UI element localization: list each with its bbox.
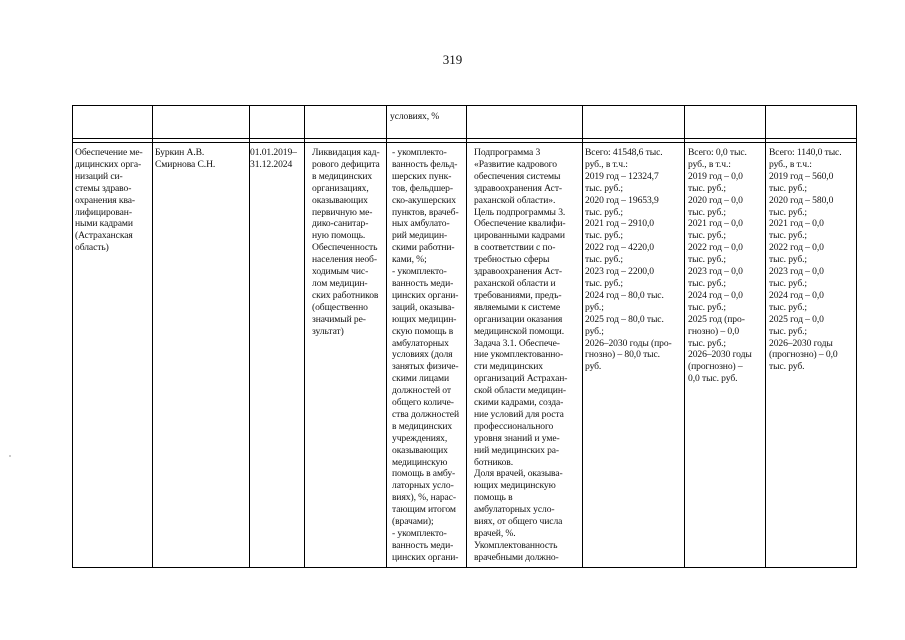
column-divider [684, 105, 685, 568]
column-divider [304, 105, 305, 568]
cell-activity-name: Обеспечение ме- дицинских орга- низаций си- стемы здраво- охранения ква- лифицирован- ными кадрами (Астраханская область) [75, 147, 143, 254]
table-top-border [72, 105, 857, 106]
column-divider [582, 105, 583, 568]
column-divider [72, 105, 73, 568]
cell-funding-federal: Всего: 0,0 тыс. руб., в т.ч.: 2019 год – 0,0 тыс. руб.; 2020 год – 0,0 тыс. руб.; 2021 год – 0,0 тыс. руб.; 2022 год – 0,0 тыс. руб.; 2023 год – 0,0 тыс. руб.; 2024 год – 0,0 тыс. руб.; 2025 год (про- гнозно) – 0,0 тыс. руб.; 2026–2030 годы (прогнозно) – 0,0 тыс. руб. [688, 147, 752, 385]
row-divider-second [72, 142, 857, 143]
column-divider [249, 105, 250, 568]
program-table [72, 105, 857, 568]
scan-speck [9, 455, 11, 457]
column-divider [765, 105, 766, 568]
page-number: 319 [442, 52, 463, 67]
column-divider [856, 105, 857, 568]
continued-indicator-cell: условиях, % [390, 111, 440, 122]
cell-funding-other: Всего: 1140,0 тыс. руб., в т.ч.: 2019 год – 560,0 тыс. руб.; 2020 год – 580,0 тыс. руб.; 2021 год – 0,0 тыс. руб.; 2022 год – 0,0 тыс. руб.; 2023 год – 0,0 тыс. руб.; 2024 год – 0,0 тыс. руб.; 2025 год – 0,0 тыс. руб.; 2026–2030 годы (прогнозно) – 0,0 тыс. руб. [769, 147, 842, 373]
column-divider [386, 105, 387, 568]
column-divider [466, 105, 467, 568]
table-bottom-border [72, 567, 857, 568]
cell-indicators: - укомплекто- ванность фельд- шерских пунк- тов, фельдшер- ско-акушерских пунктов, врачеб- ных амбулато- рий медицин- скими работни- ками, %; - укомплекто- ванность меди- цинских органи- заций, оказыва- ющих медицин- скую помощь в амбулаторных условиях (доля занятых физиче- скими лицами должностей от общего количе- ства должностей в медицинских учреждениях, оказывающих медицинскую помощь в амбу- латорных усло- виях), %, нарас- тающим итогом (врачами); - укомплекто- ванность меди- цинских органи- [392, 147, 459, 563]
cell-period: 01.01.2019– 31.12.2024 [250, 147, 297, 170]
column-divider [152, 105, 153, 568]
cell-funding-total: Всего: 41548,6 тыс. руб., в т.ч.: 2019 год – 12324,7 тыс. руб.; 2020 год – 19653,9 тыс. руб.; 2021 год – 2910,0 тыс. руб.; 2022 год – 4220,0 тыс. руб.; 2023 год – 2200,0 тыс. руб.; 2024 год – 80,0 тыс. руб.; 2025 год – 80,0 тыс. руб.; 2026–2030 годы (про- гнозно) – 80,0 тыс. руб. [585, 147, 672, 373]
cell-program-link: Подпрограмма 3 «Развитие кадрового обеспечения системы здравоохранения Аст- раханской области». Цель подпрограммы 3. Обеспечение квалифи- цированными кадрами в соответствии с по- требностью сферы здравоохранения Аст- раханской области и требованиями, предъ- являемыми к системе организации оказания медицинской помощи. Задача 3.1. Обеспече- ние укомплектованно- сти медицинских организаций Астрахан- ской области медицин- скими кадрами, созда- ние условий для роста профессионального уровня знаний и уме- ний медицинских ра- ботников. Доля врачей, оказыва- ющих медицинскую помощь в амбулаторных усло- виях, от общего числа врачей, %. Укомплектованность врачебными должно- [474, 147, 568, 563]
row-divider-top [72, 138, 857, 139]
cell-responsible: Буркин А.В. Смирнова С.Н. [155, 147, 216, 170]
cell-expected-result: Ликвидация кад- рового дефицита в медицинских организациях, оказывающих первичную ме- дико-санитар- ную помощь. Обеспеченность населения необ- ходимым чис- лом медицин- ских работников (общественно значимый ре- зультат) [312, 147, 380, 337]
